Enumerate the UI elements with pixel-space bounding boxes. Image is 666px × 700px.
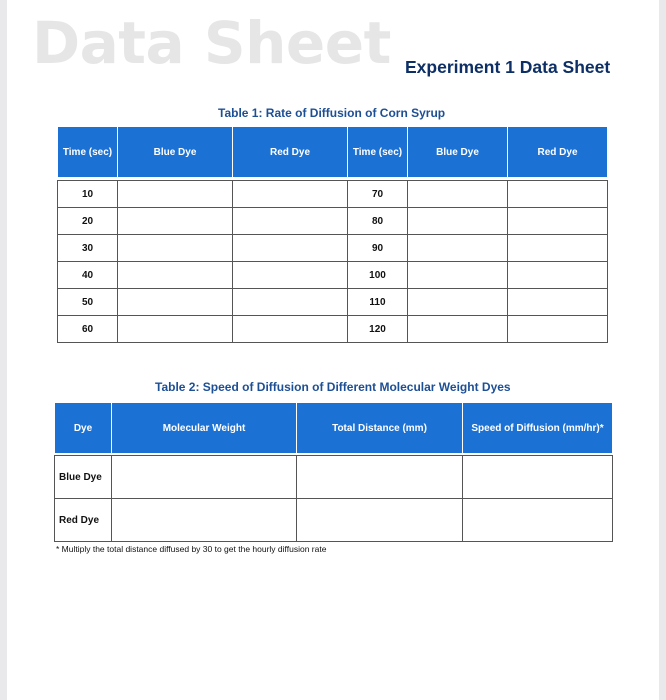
- diffusion-rate-table: [57, 126, 608, 343]
- table1-header-time-right: Time (sec): [348, 127, 408, 178]
- table1-header-blue-dye-left: Blue Dye: [118, 127, 233, 178]
- data-entry-cell[interactable]: [508, 181, 608, 208]
- table1-header-row: [58, 127, 608, 178]
- data-entry-cell[interactable]: [118, 316, 233, 343]
- table-row: [55, 499, 613, 542]
- data-entry-cell[interactable]: [408, 181, 508, 208]
- data-entry-cell[interactable]: [408, 262, 508, 289]
- time-cell: 60: [58, 316, 118, 343]
- dye-name-cell: Blue Dye: [55, 456, 112, 499]
- experiment-title: Experiment 1 Data Sheet: [405, 57, 611, 77]
- data-entry-cell[interactable]: [508, 208, 608, 235]
- time-cell: 90: [348, 235, 408, 262]
- data-entry-cell[interactable]: [508, 289, 608, 316]
- table-row: [55, 456, 613, 499]
- data-entry-cell[interactable]: [233, 262, 348, 289]
- diffusion-speed-table: [54, 402, 613, 542]
- data-entry-cell[interactable]: [508, 316, 608, 343]
- data-entry-cell[interactable]: [233, 316, 348, 343]
- data-entry-cell[interactable]: [118, 289, 233, 316]
- document-page: [7, 0, 659, 700]
- time-cell: 80: [348, 208, 408, 235]
- table-row: [58, 235, 608, 262]
- table-row: [58, 289, 608, 316]
- time-cell: 30: [58, 235, 118, 262]
- table1-header-blue-dye-right: Blue Dye: [408, 127, 508, 178]
- table2-header-dye: Dye: [55, 403, 112, 454]
- data-entry-cell[interactable]: [463, 499, 613, 542]
- data-entry-cell[interactable]: [408, 289, 508, 316]
- dye-name-cell: Red Dye: [55, 499, 112, 542]
- time-cell: 40: [58, 262, 118, 289]
- time-cell: 50: [58, 289, 118, 316]
- table1-header-time-left: Time (sec): [58, 127, 118, 178]
- table2-header-total-distance: Total Distance (mm): [297, 403, 463, 454]
- table2-caption: Table 2: Speed of Diffusion of Different Molecular Weight Dyes: [155, 380, 511, 394]
- data-entry-cell[interactable]: [508, 262, 608, 289]
- time-cell: 110: [348, 289, 408, 316]
- time-cell: 70: [348, 181, 408, 208]
- footnote: * Multiply the total distance diffused by 30 to get the hourly diffusion rate: [56, 544, 327, 554]
- table1-header-red-dye-left: Red Dye: [233, 127, 348, 178]
- table1-header-red-dye-right: Red Dye: [508, 127, 608, 178]
- data-entry-cell[interactable]: [297, 499, 463, 542]
- time-cell: 100: [348, 262, 408, 289]
- data-entry-cell[interactable]: [408, 316, 508, 343]
- time-cell: 10: [58, 181, 118, 208]
- table2-header-row: [55, 403, 613, 454]
- data-entry-cell[interactable]: [233, 235, 348, 262]
- data-entry-cell[interactable]: [508, 235, 608, 262]
- data-entry-cell[interactable]: [118, 181, 233, 208]
- data-sheet-watermark-title: Data Sheet: [32, 9, 391, 77]
- table-row: [58, 208, 608, 235]
- data-entry-cell[interactable]: [112, 456, 297, 499]
- data-entry-cell[interactable]: [463, 456, 613, 499]
- table2-header-speed: Speed of Diffusion (mm/hr)*: [463, 403, 613, 454]
- data-entry-cell[interactable]: [233, 181, 348, 208]
- table1-caption: Table 1: Rate of Diffusion of Corn Syrup: [218, 106, 446, 120]
- table-row: [58, 262, 608, 289]
- data-entry-cell[interactable]: [118, 235, 233, 262]
- data-entry-cell[interactable]: [297, 456, 463, 499]
- table2-header-molecular-weight: Molecular Weight: [112, 403, 297, 454]
- table-row: [58, 316, 608, 343]
- data-entry-cell[interactable]: [118, 208, 233, 235]
- data-entry-cell[interactable]: [233, 289, 348, 316]
- data-entry-cell[interactable]: [118, 262, 233, 289]
- data-entry-cell[interactable]: [112, 499, 297, 542]
- time-cell: 120: [348, 316, 408, 343]
- data-entry-cell[interactable]: [233, 208, 348, 235]
- data-entry-cell[interactable]: [408, 235, 508, 262]
- data-entry-cell[interactable]: [408, 208, 508, 235]
- time-cell: 20: [58, 208, 118, 235]
- table-row: [58, 181, 608, 208]
